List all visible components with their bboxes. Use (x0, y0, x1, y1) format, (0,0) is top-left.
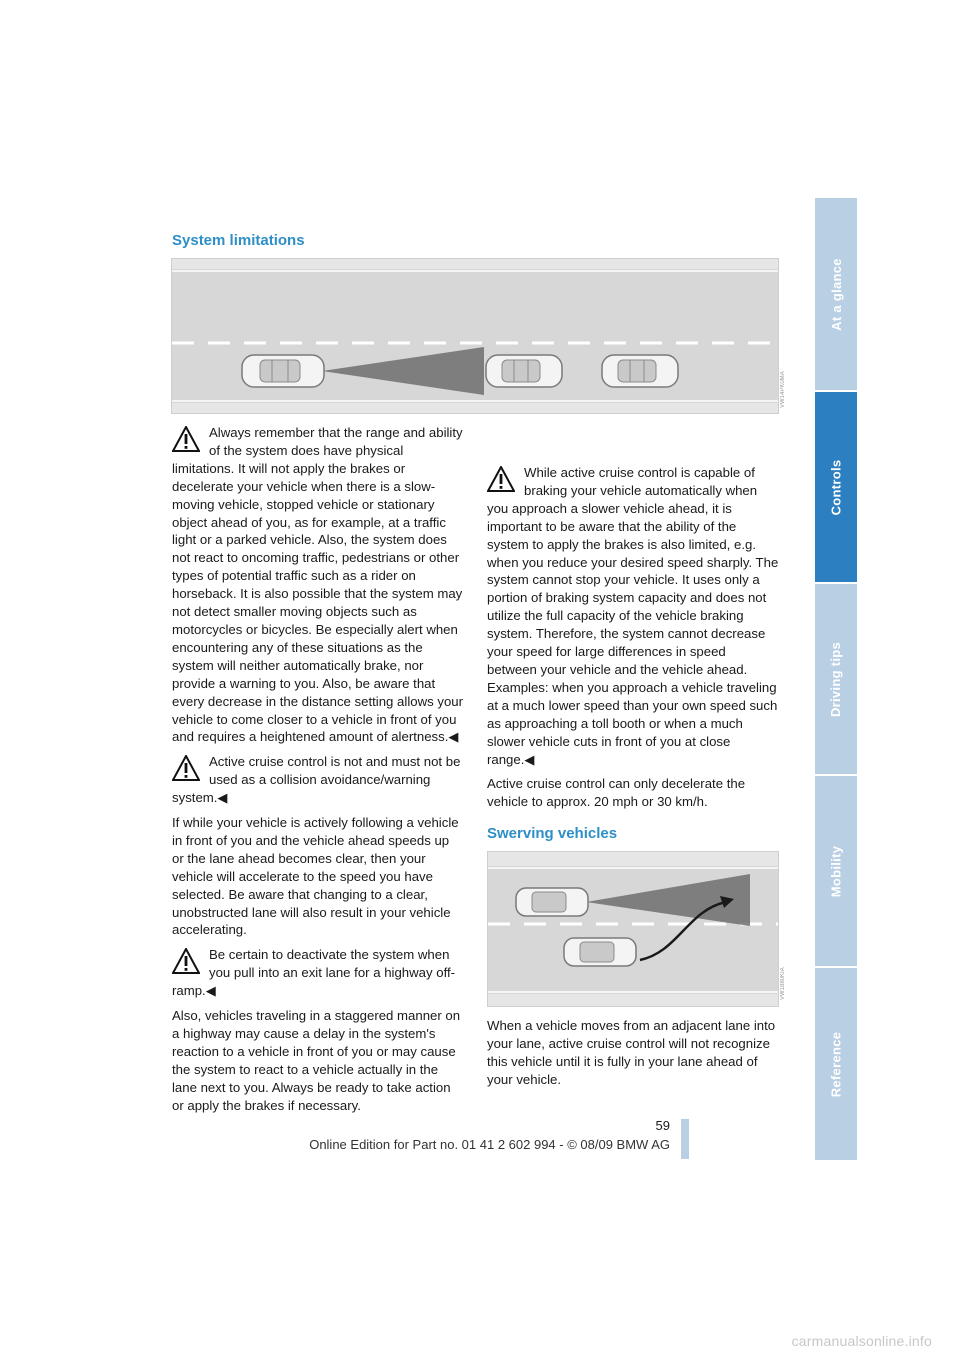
paragraph-swerving: When a vehicle moves from an adjacent lane into your lane, active cruise control will not recognize this vehicle until it is fully in your lane ahead of your vehicle. (487, 1018, 776, 1087)
paragraph-acceleration: If while your vehicle is actively following a vehicle in front of you and the vehicle ahead speeds up or the lane ahead becomes clear, then your vehicle will accelerate to the speed you have selected. Be aware that changing to a clear, unobstructed lane will also result in your vehicle accelerating. (172, 815, 459, 938)
figure-code-2: VW1880KIA (780, 967, 786, 1000)
vehicle-far-ahead-icon (602, 355, 678, 387)
right-column (487, 464, 779, 818)
warning-not-collision-system: Active cruise control is not and must not be used as a collision avoidance/warning system.◀ (172, 754, 461, 806)
warning-exit-lane: Be certain to deactivate the system when you pull into an exit lane for a highway off-ramp.◀ (172, 947, 456, 999)
figure-swerving-vehicles (487, 851, 779, 1007)
footer-accent-bar (681, 1119, 689, 1159)
figure-code: VW14PK0MA (780, 371, 786, 408)
paragraph-min-speed: Active cruise control can only decelerate the vehicle to approx. 20 mph or 30 km/h. (487, 776, 746, 810)
tab-reference[interactable]: Reference (815, 968, 857, 1160)
section-title-system-limitations: System limitations (172, 232, 305, 249)
paragraph-staggered-vehicles: Also, vehicles traveling in a staggered manner on a highway may cause a delay in the system's reaction to a vehicle in front of you or may cause the system to react to a vehicle actually in the lane next to you. Always be ready to take action or apply the brakes if necessary. (172, 1008, 461, 1113)
warning-triangle-icon (172, 755, 200, 781)
warning-triangle-icon (172, 426, 200, 452)
figure-system-limitations (171, 258, 779, 414)
page-number: 59 (655, 1118, 670, 1133)
warning-braking-limits: While active cruise control is capable of braking your vehicle automatically when you approach a slower vehicle ahead, it is important to be aware that the ability of the system to apply the brakes is also limited, e.g. when you reduce your desired speed sharply. The system cannot stop your vehicle. It uses only a portion of braking system capacity and does not utilize the full capacity of the vehicle braking system. Therefore, the system cannot decrease your speed for large differences in speed between your vehicle and the vehicle ahead. Examples: when you approach a vehicle traveling at a much lower speed than your own speed such as approaching a toll booth or when a much slower vehicle cuts in front of you at close range.◀ (487, 465, 779, 767)
tab-at-a-glance[interactable]: At a glance (815, 198, 857, 390)
warning-range-limits: Always remember that the range and ability of the system does have physical limitations. It will not apply the brakes or decelerate your vehicle when there is a slow-moving vehicle, stopped vehicle or stationary object ahead of you, as for example, at a traffic light or a parked vehicle. Also, the system does not react to oncoming traffic, pedestrians or other types of potential traffic such as a rider on horseback. It is also possible that the system may not detect smaller moving objects such as motorcycles or bicycles. Be especially alert when encountering any of these situations as the system will neither automatically brake, nor provide a warning to you. Also, be aware that every decrease in the distance setting allows your vehicle to come closer to a vehicle in front of you and requires a heightened amount of alertness.◀ (172, 425, 464, 745)
watermark: carmanualsonline.info (791, 1333, 932, 1349)
warning-triangle-icon (487, 466, 515, 492)
own-car-icon (242, 355, 324, 387)
online-edition-note: Online Edition for Part no. 01 41 2 602 994 - © 08/09 BMW AG (309, 1137, 670, 1152)
vehicle-ahead-icon (486, 355, 562, 387)
section-title-swerving-vehicles: Swerving vehicles (487, 825, 618, 842)
swerving-paragraph-block (487, 1017, 779, 1096)
tab-mobility[interactable]: Mobility (815, 776, 857, 966)
tab-controls[interactable]: Controls (815, 392, 857, 582)
own-car-icon (516, 888, 588, 916)
left-column (172, 424, 464, 1122)
swerving-car-icon (564, 938, 636, 966)
warning-triangle-icon (172, 948, 200, 974)
tab-driving-tips[interactable]: Driving tips (815, 584, 857, 774)
